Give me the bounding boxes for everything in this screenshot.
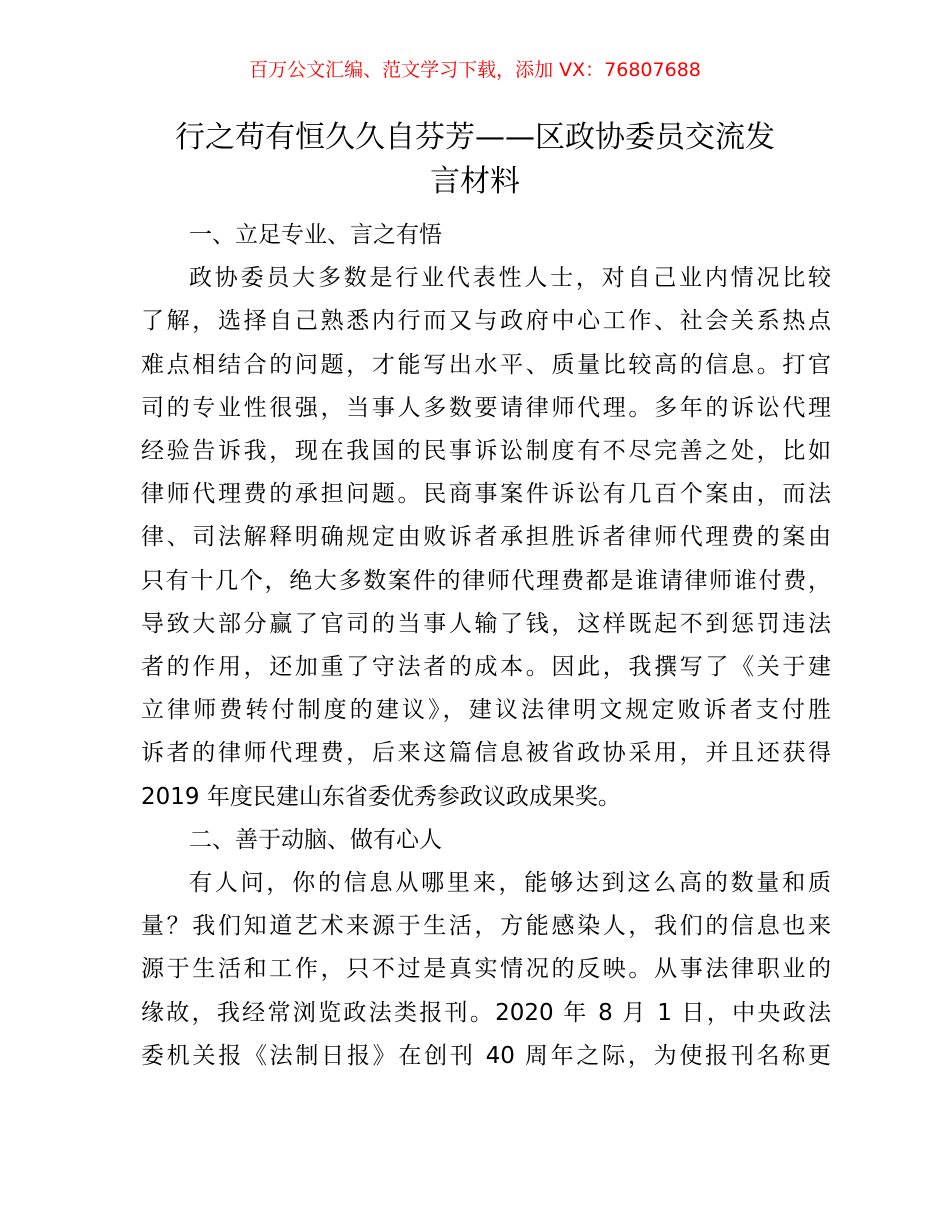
paragraph-line: 2019 年度民建山东省委优秀参政议政成果奖。 (141, 783, 621, 810)
paragraph-line: 政协委员大多数是行业代表性人士，对自己业内情况比较 (189, 265, 831, 292)
paragraph-line: 导致大部分赢了官司的当事人输了钱，这样既起不到惩罚违法 (141, 610, 831, 637)
paragraph-line: 司的专业性很强，当事人多数要请律师代理。多年的诉讼代理 (141, 394, 831, 421)
title-line-2: 言材料 (430, 164, 520, 199)
paragraph-line: 只有十几个，绝大多数案件的律师代理费都是谁请律师谁付费， (141, 567, 831, 594)
paragraph-line: 有人问，你的信息从哪里来，能够达到这么高的数量和质 (189, 870, 831, 897)
paragraph-line: 立律师费转付制度的建议》，建议法律明文规定败诉者支付胜 (141, 697, 831, 724)
paragraph-line: 诉者的律师代理费，后来这篇信息被省政协采用，并且还获得 (141, 740, 831, 767)
document-body (141, 214, 831, 1078)
paragraph-line: 委机关报《法制日报》在创刊 40 周年之际，为使报刊名称更 (141, 1042, 831, 1069)
paragraph-line: 量？我们知道艺术来源于生活，方能感染人，我们的信息也来 (141, 913, 831, 940)
document-title (143, 116, 807, 204)
section-heading-1: 一、立足专业、言之有悟 (189, 222, 442, 248)
section-2-paragraph (141, 862, 831, 1078)
paragraph-line: 源于生活和工作，只不过是真实情况的反映。从事法律职业的 (141, 956, 831, 983)
paragraph-line: 难点相结合的问题，才能写出水平、质量比较高的信息。打官 (141, 351, 831, 378)
paragraph-line: 经验告诉我，现在我国的民事诉讼制度有不尽完善之处，比如 (141, 438, 831, 465)
paragraph-line: 律师代理费的承担问题。民商事案件诉讼有几百个案由，而法 (141, 481, 831, 508)
paragraph-line: 者的作用，还加重了守法者的成本。因此，我撰写了《关于建 (141, 654, 831, 681)
header-watermark-note: 百万公文汇编、范文学习下载，添加 VX：76807688 (249, 59, 701, 81)
section-heading-2: 二、善于动脑、做有心人 (189, 826, 442, 853)
paragraph-line: 缘故，我经常浏览政法类报刊。2020 年 8 月 1 日，中央政法 (141, 999, 831, 1026)
title-line-1: 行之苟有恒久久自芬芳——区政协委员交流发 (175, 120, 775, 155)
section-1-paragraph (141, 257, 831, 819)
paragraph-line: 了解，选择自己熟悉内行而又与政府中心工作、社会关系热点 (141, 308, 831, 335)
paragraph-line: 律、司法解释明确规定由败诉者承担胜诉者律师代理费的案由 (141, 524, 831, 551)
